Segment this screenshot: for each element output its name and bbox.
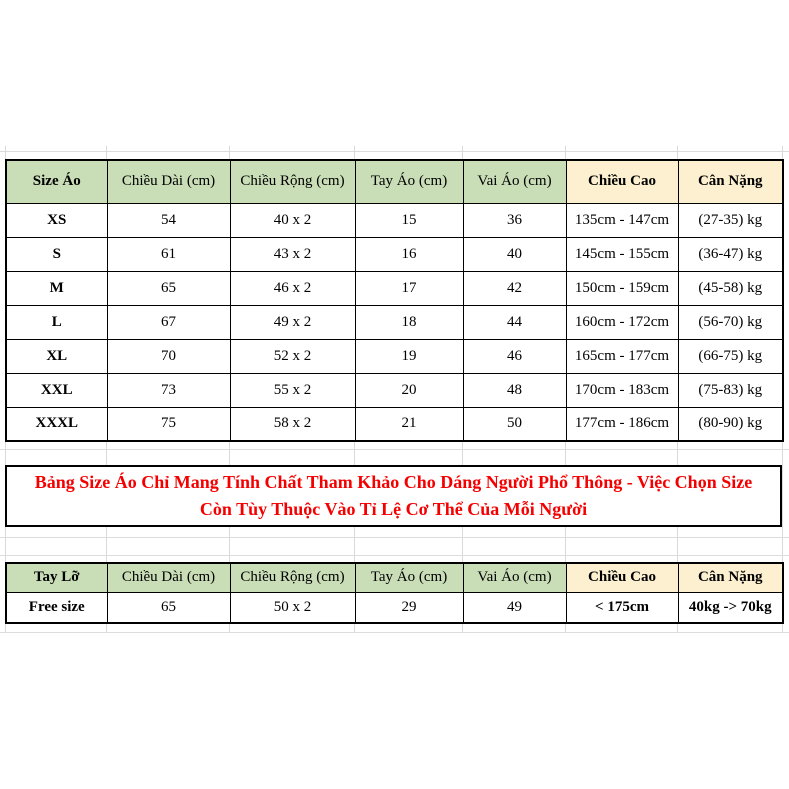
note-line-1: Bảng Size Áo Chỉ Mang Tính Chất Tham Khảo Cho Dáng Người Phổ Thông - Việc Chọn Size bbox=[34, 472, 753, 492]
gridline-horizontal bbox=[0, 555, 789, 556]
cell-r2-c6: (45-58) kg bbox=[678, 271, 783, 305]
cell-r5-c1: 73 bbox=[107, 373, 230, 407]
cell-r3-c3: 18 bbox=[355, 305, 463, 339]
header-row bbox=[6, 563, 783, 592]
table-row bbox=[6, 271, 783, 305]
cell-r0-c2: 40 x 2 bbox=[230, 203, 355, 237]
table-row bbox=[6, 237, 783, 271]
cell-r6-c6: (80-90) kg bbox=[678, 407, 783, 441]
note-line-2: Còn Tùy Thuộc Vào Tỉ Lệ Cơ Thể Của Mỗi Người bbox=[199, 499, 588, 519]
table-row bbox=[6, 407, 783, 441]
header-cell-4: Vai Áo (cm) bbox=[463, 563, 566, 592]
cell-r6-c3: 21 bbox=[355, 407, 463, 441]
cell-r3-c0: L bbox=[6, 305, 107, 339]
cell-r4-c0: XL bbox=[6, 339, 107, 373]
cell-r1-c4: 40 bbox=[463, 237, 566, 271]
table-row bbox=[6, 339, 783, 373]
cell-r1-c0: S bbox=[6, 237, 107, 271]
table-row bbox=[6, 373, 783, 407]
cell-r0-c1: 65 bbox=[107, 592, 230, 623]
cell-r0-c0: XS bbox=[6, 203, 107, 237]
header-cell-5: Chiều Cao bbox=[566, 160, 678, 203]
cell-r5-c5: 170cm - 183cm bbox=[566, 373, 678, 407]
header-cell-1: Chiều Dài (cm) bbox=[107, 563, 230, 592]
header-cell-3: Tay Áo (cm) bbox=[355, 563, 463, 592]
size-table-main bbox=[5, 159, 784, 442]
cell-r4-c1: 70 bbox=[107, 339, 230, 373]
header-cell-6: Cân Nặng bbox=[678, 563, 783, 592]
cell-r0-c6: 40kg -> 70kg bbox=[678, 592, 783, 623]
cell-r2-c3: 17 bbox=[355, 271, 463, 305]
cell-r0-c3: 15 bbox=[355, 203, 463, 237]
cell-r6-c4: 50 bbox=[463, 407, 566, 441]
cell-r0-c6: (27-35) kg bbox=[678, 203, 783, 237]
cell-r1-c2: 43 x 2 bbox=[230, 237, 355, 271]
cell-r1-c5: 145cm - 155cm bbox=[566, 237, 678, 271]
cell-r0-c0: Free size bbox=[6, 592, 107, 623]
gridline-horizontal bbox=[0, 632, 789, 633]
header-cell-4: Vai Áo (cm) bbox=[463, 160, 566, 203]
cell-r3-c1: 67 bbox=[107, 305, 230, 339]
gridline-horizontal bbox=[0, 537, 789, 538]
header-cell-2: Chiều Rộng (cm) bbox=[230, 563, 355, 592]
cell-r4-c3: 19 bbox=[355, 339, 463, 373]
reference-note bbox=[5, 465, 782, 527]
cell-r0-c5: 135cm - 147cm bbox=[566, 203, 678, 237]
cell-r2-c0: M bbox=[6, 271, 107, 305]
header-cell-2: Chiều Rộng (cm) bbox=[230, 160, 355, 203]
cell-r5-c0: XXL bbox=[6, 373, 107, 407]
cell-r2-c5: 150cm - 159cm bbox=[566, 271, 678, 305]
table-row bbox=[6, 305, 783, 339]
cell-r1-c3: 16 bbox=[355, 237, 463, 271]
cell-r0-c4: 49 bbox=[463, 592, 566, 623]
gridline-horizontal bbox=[0, 449, 789, 450]
size-table-freesize bbox=[5, 562, 784, 624]
cell-r0-c4: 36 bbox=[463, 203, 566, 237]
cell-r6-c0: XXXL bbox=[6, 407, 107, 441]
cell-r6-c1: 75 bbox=[107, 407, 230, 441]
cell-r0-c5: < 175cm bbox=[566, 592, 678, 623]
cell-r3-c5: 160cm - 172cm bbox=[566, 305, 678, 339]
header-cell-1: Chiều Dài (cm) bbox=[107, 160, 230, 203]
gridline-horizontal bbox=[0, 151, 789, 152]
cell-r3-c2: 49 x 2 bbox=[230, 305, 355, 339]
table-row bbox=[6, 203, 783, 237]
cell-r5-c6: (75-83) kg bbox=[678, 373, 783, 407]
cell-r1-c1: 61 bbox=[107, 237, 230, 271]
header-cell-3: Tay Áo (cm) bbox=[355, 160, 463, 203]
cell-r0-c3: 29 bbox=[355, 592, 463, 623]
cell-r2-c2: 46 x 2 bbox=[230, 271, 355, 305]
cell-r6-c5: 177cm - 186cm bbox=[566, 407, 678, 441]
cell-r6-c2: 58 x 2 bbox=[230, 407, 355, 441]
cell-r4-c5: 165cm - 177cm bbox=[566, 339, 678, 373]
cell-r2-c4: 42 bbox=[463, 271, 566, 305]
header-cell-0: Tay Lỡ bbox=[6, 563, 107, 592]
cell-r0-c2: 50 x 2 bbox=[230, 592, 355, 623]
header-row bbox=[6, 160, 783, 203]
header-cell-6: Cân Nặng bbox=[678, 160, 783, 203]
cell-r4-c6: (66-75) kg bbox=[678, 339, 783, 373]
header-cell-5: Chiều Cao bbox=[566, 563, 678, 592]
cell-r3-c6: (56-70) kg bbox=[678, 305, 783, 339]
cell-r5-c3: 20 bbox=[355, 373, 463, 407]
cell-r5-c4: 48 bbox=[463, 373, 566, 407]
header-cell-0: Size Áo bbox=[6, 160, 107, 203]
table-row bbox=[6, 592, 783, 623]
cell-r4-c4: 46 bbox=[463, 339, 566, 373]
cell-r0-c1: 54 bbox=[107, 203, 230, 237]
cell-r3-c4: 44 bbox=[463, 305, 566, 339]
cell-r2-c1: 65 bbox=[107, 271, 230, 305]
cell-r5-c2: 55 x 2 bbox=[230, 373, 355, 407]
cell-r4-c2: 52 x 2 bbox=[230, 339, 355, 373]
cell-r1-c6: (36-47) kg bbox=[678, 237, 783, 271]
